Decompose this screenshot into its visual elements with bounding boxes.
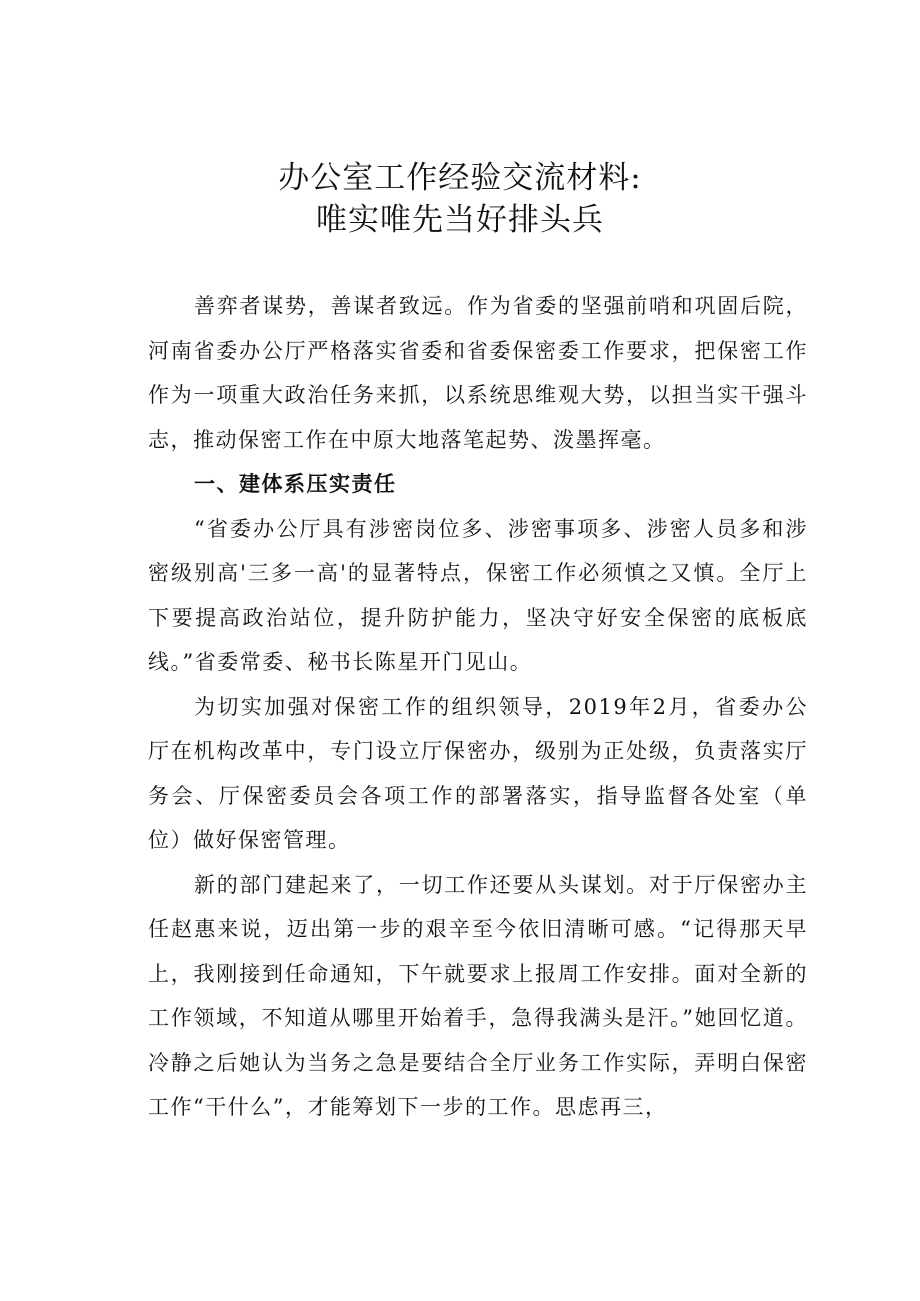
document-title-line-2: 唯实唯先当好排头兵: [316, 202, 604, 238]
paragraph-organization: 为切实加强对保密工作的组织领导，2019年2月，省委办公厅在机构改革中，专门设立厅保密办，级别为正处级，负责落实厅务会、厅保密委员会各项工作的部署落实，指导监督各处室（单位）做好保密管理。: [148, 694, 808, 852]
paragraph-quote: “省委办公厅具有涉密岗位多、涉密事项多、涉密人员多和涉密级别高'三多一高'的显著特点，保密工作必须慎之又慎。全厅上下要提高政治站位，提升防护能力，坚决守好安全保密的底板底线。”省委常委、秘书长陈星开门见山。: [148, 516, 808, 674]
document-title-line-1: 办公室工作经验交流材料:: [278, 160, 642, 196]
paragraph-new-department: 新的部门建起来了，一切工作还要从头谋划。对于厅保密办主任赵惠来说，迈出第一步的艰辛至今依旧清晰可感。“记得那天早上，我刚接到任命通知，下午就要求上报周工作安排。面对全新的工作领域，不知道从哪里开始着手，急得我满头是汗。”她回忆道。冷静之后她认为当务之急是要结合全厅业务工作实际，弄明白保密工作“干什么”，才能筹划下一步的工作。思虑再三，: [148, 872, 808, 1119]
paragraph-intro: 善弈者谋势，善谋者致远。作为省委的坚强前哨和巩固后院，河南省委办公厅严格落实省委和省委保密委工作要求，把保密工作作为一项重大政治任务来抓，以系统思维观大势，以担当实干强斗志，推动保密工作在中原大地落笔起势、泼墨挥毫。: [148, 294, 808, 452]
section-heading-1: 一、建体系压实责任: [194, 472, 397, 496]
document-body: [148, 284, 808, 1130]
